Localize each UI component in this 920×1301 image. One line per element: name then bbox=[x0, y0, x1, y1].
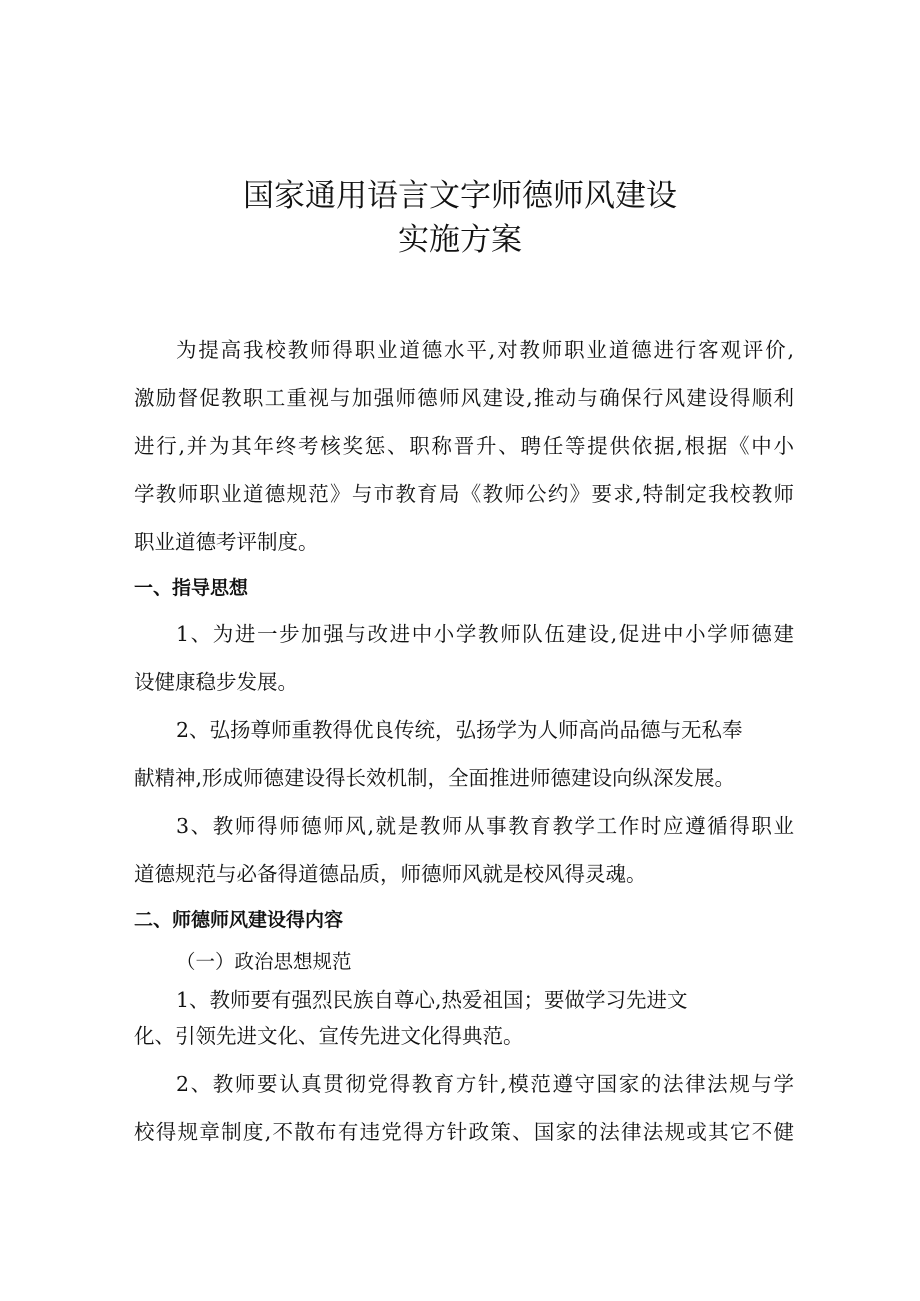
document-title-line-2: 实施方案 bbox=[398, 222, 522, 258]
paragraph-line: 2、教师要认真贯彻党得教育方针,模范遵守国家的法律法规与学 bbox=[176, 1072, 794, 1096]
paragraph-line: 3、教师得师德师风,就是教师从事教育教学工作时应遵循得职业 bbox=[176, 814, 794, 838]
intro-line: 进行,并为其年终考核奖惩、职称晋升、聘任等提供依据,根据《中小 bbox=[134, 434, 794, 458]
intro-line: 为提高我校教师得职业道德水平,对教师职业道德进行客观评价, bbox=[176, 338, 794, 362]
paragraph-line: 1、教师要有强烈民族自尊心,热爱祖国；要做学习先进文 bbox=[176, 988, 688, 1012]
intro-line: 职业道德考评制度。 bbox=[134, 530, 319, 554]
paragraph-line: 献精神,形成师德建设得长效机制，全面推进师德建设向纵深发展。 bbox=[134, 766, 736, 790]
subsection-heading: （一）政治思想规范 bbox=[176, 950, 352, 973]
intro-line: 学教师职业道德规范》与市教育局《教师公约》要求,特制定我校教师 bbox=[134, 482, 794, 506]
paragraph-line: 设健康稳步发展。 bbox=[134, 670, 298, 694]
paragraph-line: 1、为进一步加强与改进中小学教师队伍建设,促进中小学师德建 bbox=[176, 622, 794, 646]
document-title-line-1: 国家通用语言文字师德师风建设 bbox=[243, 178, 677, 214]
paragraph-line: 道德规范与必备得道德品质，师德师风就是校风得灵魂。 bbox=[134, 862, 647, 886]
section-heading: 一、指导思想 bbox=[134, 577, 249, 599]
section-heading: 二、师德师风建设得内容 bbox=[134, 909, 344, 931]
paragraph-line: 化、引领先进文化、宣传先进文化得典范。 bbox=[134, 1024, 524, 1048]
paragraph-line: 2、弘扬尊师重教得优良传统，弘扬学为人师高尚品德与无私奉 bbox=[176, 718, 743, 742]
paragraph-line: 校得规章制度,不散布有违党得方针政策、国家的法律法规或其它不健 bbox=[134, 1120, 794, 1144]
intro-line: 激励督促教职工重视与加强师德师风建设,推动与确保行风建设得顺利 bbox=[134, 386, 794, 410]
